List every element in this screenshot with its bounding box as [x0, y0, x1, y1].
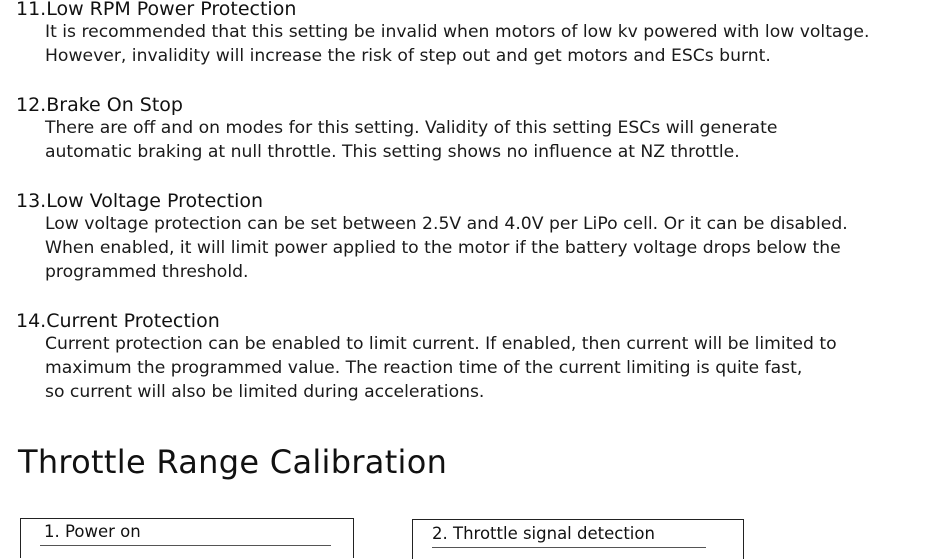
body-line: It is recommended that this setting be invalid when motors of low kv powered with low voltage.	[45, 22, 870, 42]
body-line: programmed threshold.	[45, 262, 249, 282]
body-line: Low voltage protection can be set between 2.5V and 4.0V per LiPo cell. Or it can be disabled.	[45, 214, 848, 234]
body-line: When enabled, it will limit power applied to the motor if the battery voltage drops below the	[45, 238, 841, 258]
body-line: automatic braking at null throttle. This setting shows no influence at NZ throttle.	[45, 142, 740, 162]
section-body	[45, 116, 777, 164]
body-line: There are off and on modes for this setting. Validity of this setting ESCs will generate	[45, 118, 778, 138]
calibration-title: Throttle Range Calibration	[18, 443, 448, 481]
body-line: maximum the programmed value. The reaction time of the current limiting is quite fast,	[45, 358, 803, 378]
step-underline	[432, 547, 706, 548]
step-box-power-on	[20, 518, 354, 558]
section-body	[45, 212, 848, 284]
step-box-throttle-signal-detection	[412, 519, 744, 559]
body-line: Current protection can be enabled to limit current. If enabled, then current will be limited to	[45, 334, 837, 354]
section-heading: 14.Current Protection	[16, 310, 220, 332]
section-body	[45, 332, 837, 404]
section-body	[45, 20, 869, 68]
step-label: 2. Throttle signal detection	[432, 524, 655, 543]
body-line: However, invalidity will increase the risk of step out and get motors and ESCs burnt.	[45, 46, 771, 66]
section-heading: 13.Low Voltage Protection	[16, 190, 264, 212]
section-heading: 11.Low RPM Power Protection	[16, 0, 297, 20]
step-label: 1. Power on	[44, 522, 141, 541]
section-heading: 12.Brake On Stop	[16, 94, 183, 116]
step-underline	[40, 545, 331, 546]
body-line: so current will also be limited during accelerations.	[45, 382, 485, 402]
